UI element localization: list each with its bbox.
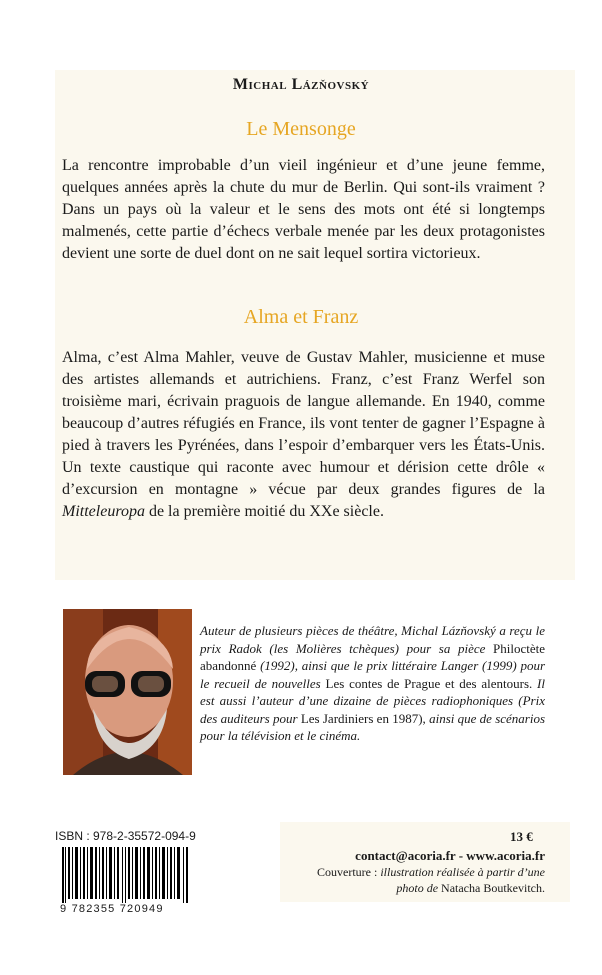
title-le-mensonge: Le Mensonge: [246, 118, 356, 140]
barcode: [62, 847, 190, 903]
isbn: ISBN : 978-2-35572-094-9: [55, 829, 196, 843]
barcode-number: 9 782355 720949: [60, 903, 164, 915]
author-bio: Auteur de plusieurs pièces de théâtre, Michal Lázňovský a reçu le prix Radok (les Molières tchèques) pour sa pièce Philoctète abandonné (1992), ainsi que le prix littéraire Langer (1999) pour le recueil de nouvelles Les contes de Prague et des alentours. Il est aussi l’auteur d’une dizaine de pièces radiophoniques (Prix des auditeurs pour Les Jardiniers en 1987), ainsi que de scénarios pour la télévision et le cinéma.: [200, 623, 546, 743]
cover-credit: Couverture : illustration réalisée à partir d’une photo de Natacha Boutkevitch.: [317, 865, 545, 895]
author-photo: [63, 609, 192, 775]
title-alma-et-franz: Alma et Franz: [243, 306, 359, 328]
author-name: Michal Lázňovský: [232, 76, 370, 93]
italic-mitteleuropa: Mitteleuropa: [62, 503, 145, 520]
publisher-contact[interactable]: contact@acoria.fr - www.acoria.fr: [355, 848, 545, 863]
synopsis-paragraph-2: Alma, c’est Alma Mahler, veuve de Gustav Mahler, musicienne et muse des artistes allemands et autrichiens. Franz, c’est Franz Werfel son troisième mari, écrivain praguois de langue allemande. En 1940, comme beaucoup d’autres réfugiés en France, ils vont tenter de gagner l’Espagne à pied à travers les Pyrénées, dans l’espoir d’embarquer vers les États-Unis. Un texte caustique qui raconte avec humour et dérision cette drôle « d’excursion en montagne » vécue par deux grandes figures de la Mitteleuropa de la première moitié du XXe siècle.: [62, 349, 545, 520]
price: 13 €: [510, 829, 533, 844]
synopsis-paragraph-1: La rencontre improbable d’un vieil ingénieur et d’une jeune femme, quelques années après la chute du mur de Berlin. Qui sont-ils vraiment ? Dans un pays où la valeur et le sens des mots ont été si longtemps malmenés, cette partie d’échecs verbale menée par les deux protagonistes devient une sorte de duel dont on ne sait lequel sortira victorieux.: [62, 157, 545, 262]
